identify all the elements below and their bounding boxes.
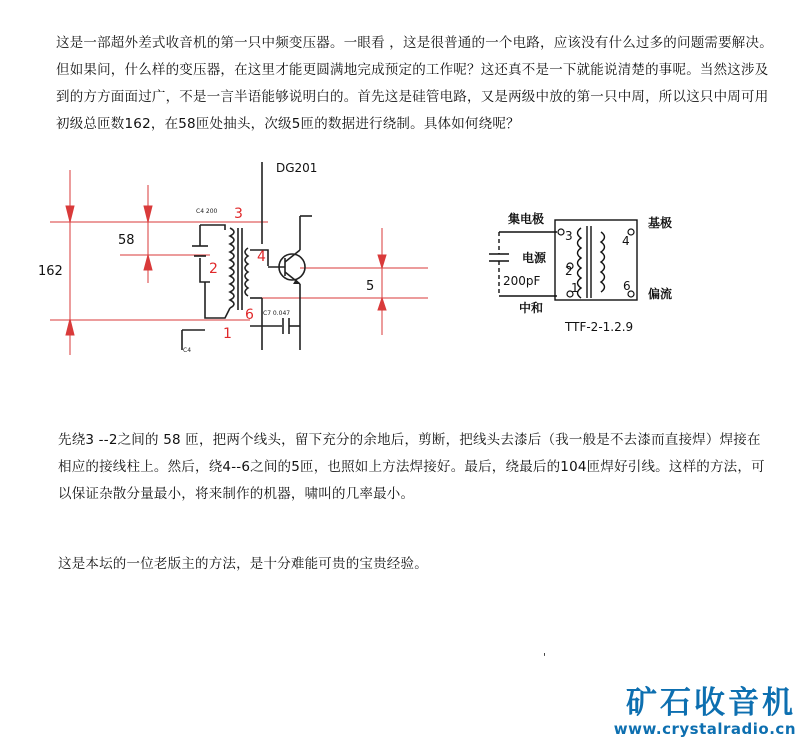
dimension-lines [50, 170, 428, 355]
closing-paragraph: 这是本坛的一位老版主的方法，是十分难能可贵的宝贵经验。 [58, 556, 428, 572]
cap-top-label: C4 200 [196, 208, 218, 215]
pin-6-annotation: 6 [245, 307, 254, 323]
pin-2-annotation: 2 [209, 261, 218, 277]
circuit-diagram [0, 150, 804, 370]
intro-paragraph: 这是一部超外差式收音机的第一只中频变压器。一眼看 ，这是很普通的一个电路，应该没有什么过多的问题需要解决。但如果问，什么样的变压器，在这里才能更圆满地完成预定的工作呢？这还真不是一下就能说清楚的事呢。当然这涉及到的方方面面过广，不是一言半语能够说明白的。首先这是硅管电路，又是两级中放的第一只中周，所以这只中周可用初级总匝数162，在58匝处抽头，次级5匝的数据进行绕制。具体如何绕呢？ [56, 35, 773, 132]
site-logo-url: www.crystalradio.cn [613, 720, 796, 738]
supply-label: 电源 [522, 251, 547, 265]
pinout-pin-2: 2 [565, 264, 573, 278]
site-logo [614, 686, 796, 738]
base-label: 基极 [648, 216, 673, 230]
site-logo-name: 矿石收音机 [626, 685, 796, 721]
pin-1-annotation: 1 [223, 326, 232, 342]
ground-label: C4 [183, 347, 192, 354]
cap-bottom-label: C7 0.047 [263, 310, 291, 317]
dim-5-label: 5 [366, 279, 375, 294]
pinout-pin-1: 1 [571, 281, 579, 295]
bias-label: 偏流 [648, 287, 673, 301]
pin-4-annotation: 4 [257, 249, 266, 265]
method-paragraph: 先绕3 --2之间的 58 匝，把两个线头，留下充分的余地后，剪断，把线头去漆后（我一般是不去漆而直接焊）焊接在相应的接线柱上。然后，绕4--6之间的5匝，也照如上方法焊接好。最后，绕最后的104匝焊好引线。这样的方法，可以保证杂散分量最小，将来制作的机器，啸叫的几率最小。 [58, 432, 765, 502]
dim-58-label: 58 [118, 233, 135, 248]
part-number-label: TTF-2-1.2.9 [565, 320, 634, 334]
stray-mark: ' [543, 651, 547, 664]
neutral-label: 中和 [519, 301, 544, 315]
collector-label: 集电极 [508, 212, 545, 226]
pinout-pin-3: 3 [565, 229, 573, 243]
pin-3-annotation: 3 [234, 206, 243, 222]
model-label: DG201 [276, 161, 318, 175]
capacitor-label: 200pF [503, 274, 541, 288]
dim-162-label: 162 [38, 264, 63, 279]
pinout-pin-4: 4 [622, 234, 630, 248]
pinout-pin-6: 6 [623, 279, 631, 293]
